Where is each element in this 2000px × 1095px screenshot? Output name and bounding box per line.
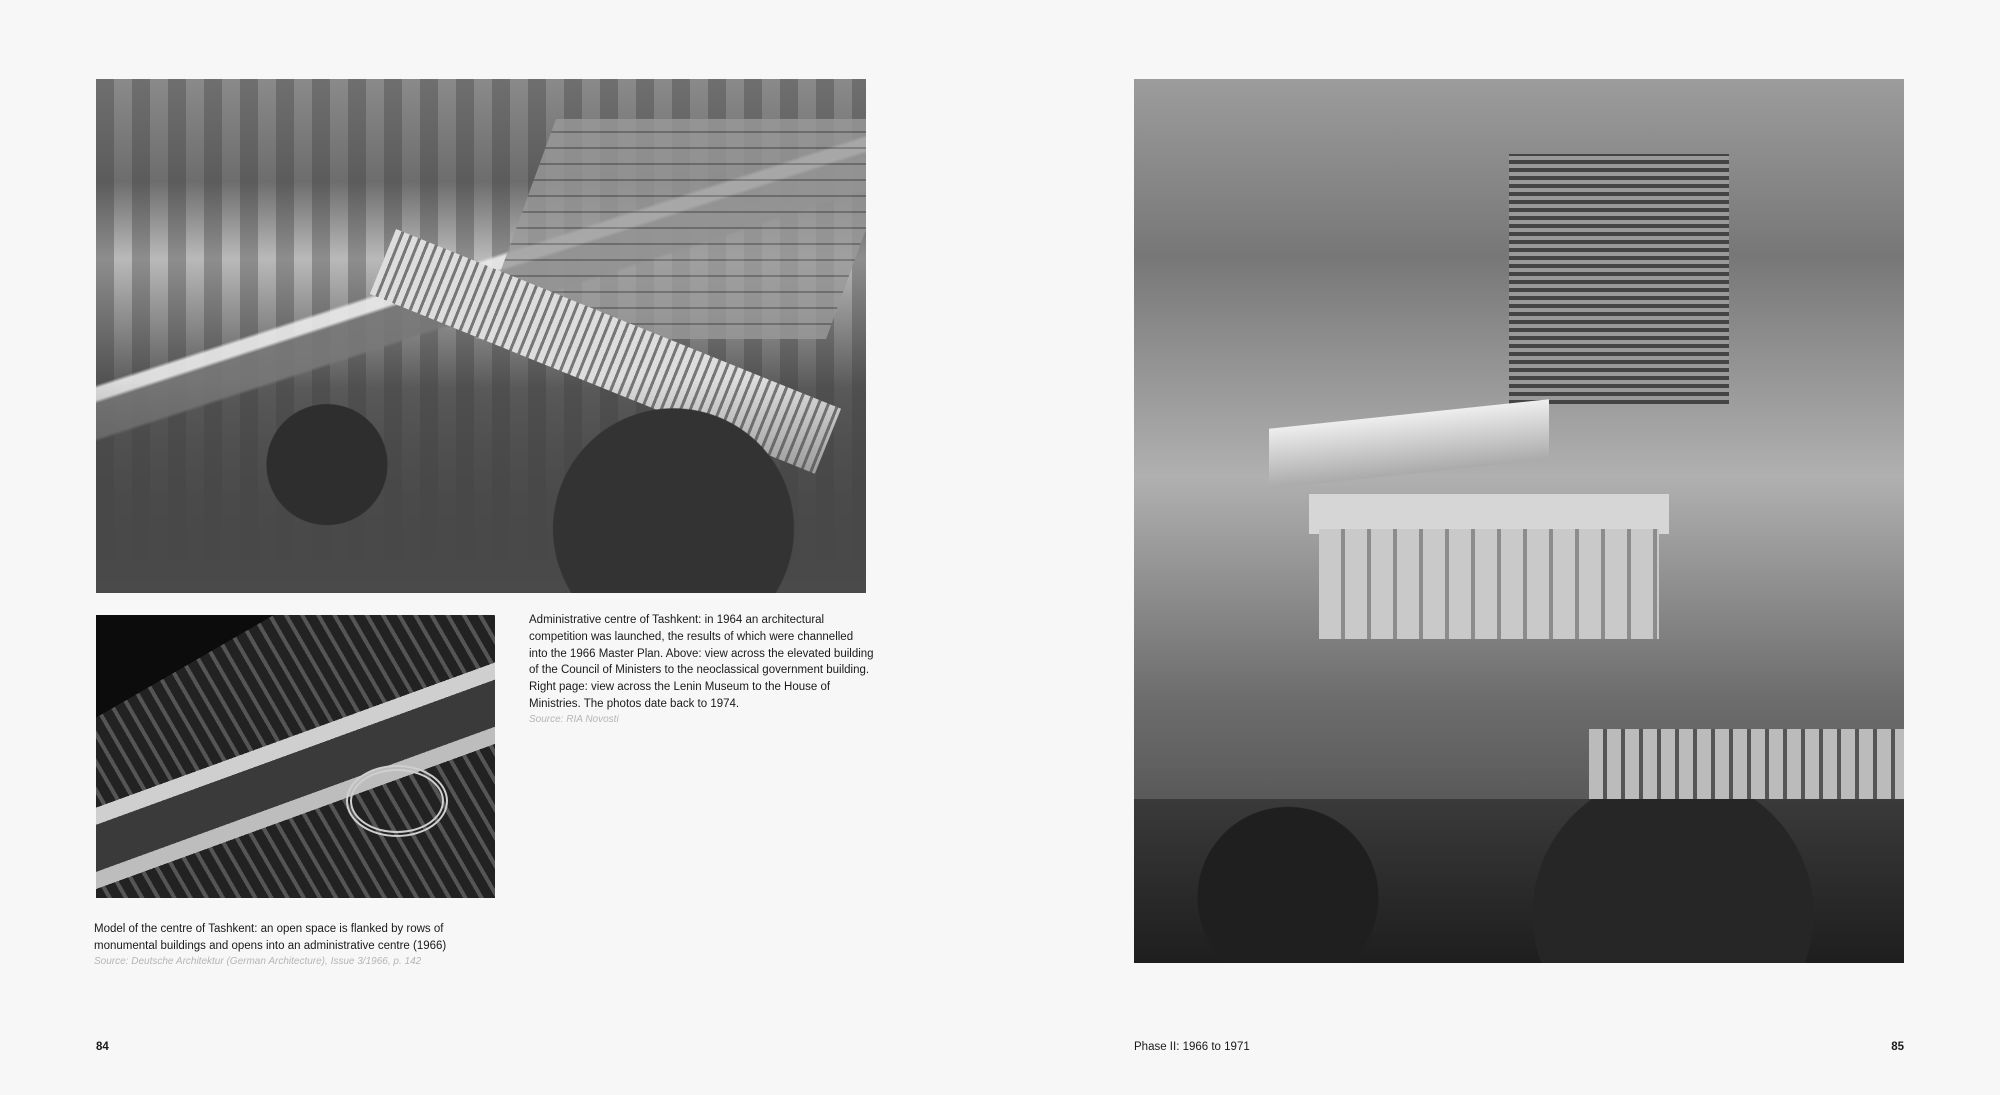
- page-number-left: 84: [96, 1041, 109, 1053]
- photo-fountain: [1269, 399, 1549, 488]
- photo-model-circular-plaza: [346, 765, 448, 837]
- caption-model: [94, 921, 494, 969]
- photo-trees: [1134, 799, 1904, 963]
- photo-house-of-ministries: [1509, 154, 1729, 404]
- caption-text: Model of the centre of Tashkent: an open space is flanked by rows of monumental buildings and opens into an administrative centre (1966): [94, 923, 447, 952]
- photo-administrative-centre-aerial: [96, 79, 866, 593]
- photo-trees: [96, 379, 866, 593]
- caption-source: Source: Deutsche Architektur (German Architecture), Issue 3/1966, p. 142: [94, 955, 422, 967]
- photo-lenin-museum-aerial: [1134, 79, 1904, 963]
- page-number-right: 85: [1891, 1041, 1904, 1053]
- caption-administrative-centre: [529, 612, 874, 727]
- photo-museum-roof: [1309, 494, 1669, 534]
- running-head: Phase II: 1966 to 1971: [1134, 1041, 1250, 1053]
- caption-source: Source: RIA Novosti: [529, 713, 619, 725]
- photo-lenin-museum: [1319, 529, 1659, 639]
- photo-model-of-centre: [96, 615, 495, 898]
- caption-text: Administrative centre of Tashkent: in 1964 an architectural competition was launched, the results of which were channelled into the 1966 Master Plan. Above: view across the elevated building of the Council of Ministers to the neoclassical government building. Right page: view across the Lenin Museum to the House of Ministries. The photos date back to 1974.: [529, 614, 874, 710]
